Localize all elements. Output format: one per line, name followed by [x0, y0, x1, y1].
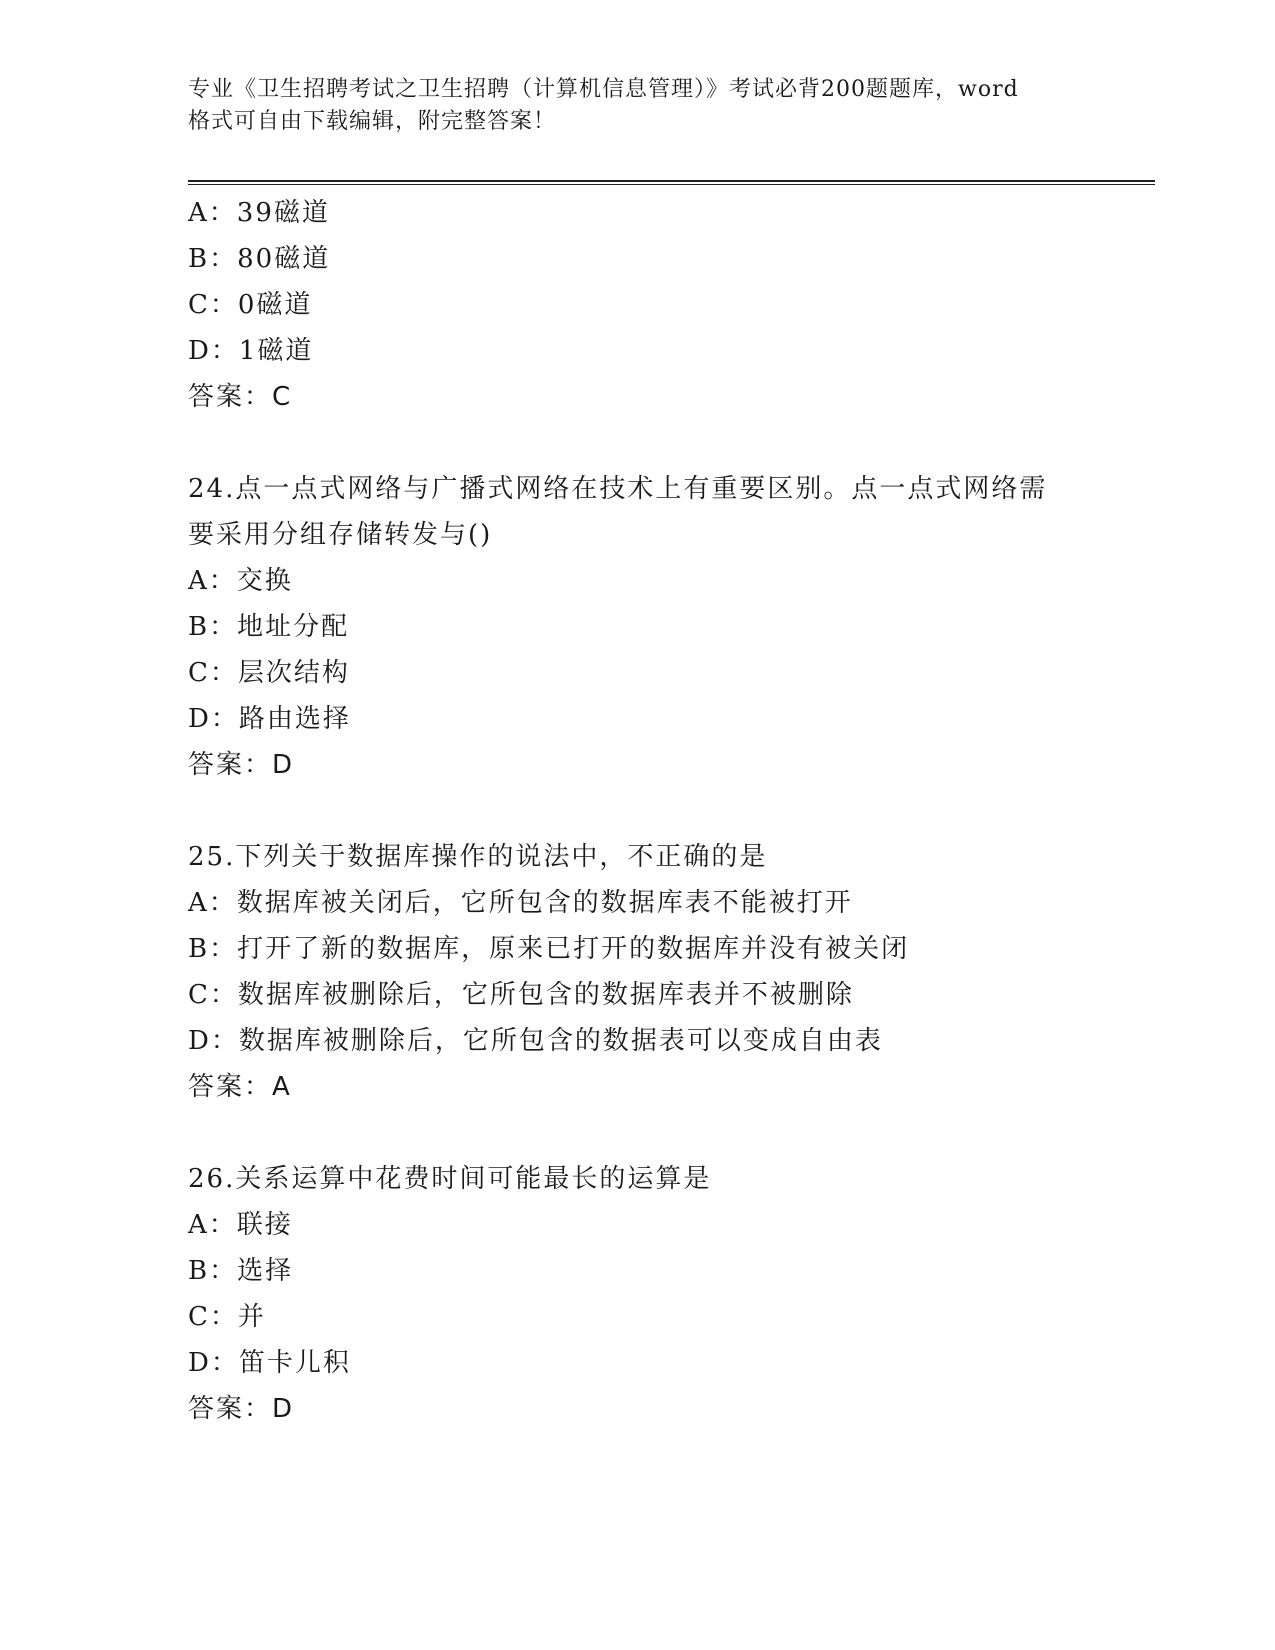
- option-c: C：0磁道: [188, 290, 313, 320]
- question-stem-line: 24.点一点式网络与广播式网络在技术上有重要区别。点一点式网络需: [188, 474, 1048, 504]
- question-24: [188, 466, 1148, 788]
- answer-line: 答案：A: [188, 1072, 292, 1102]
- spacer: [188, 788, 1148, 834]
- option-b: B：打开了新的数据库，原来已打开的数据库并没有被关闭: [188, 934, 910, 964]
- option-d: D：数据库被删除后，它所包含的数据表可以变成自由表: [188, 1026, 883, 1056]
- question-stem-line: 要采用分组存储转发与(): [188, 520, 493, 550]
- question-26: [188, 1156, 1148, 1432]
- option-a: A：39磁道: [188, 198, 330, 228]
- answer-line: 答案：D: [188, 1394, 295, 1424]
- option-a: A：联接: [188, 1210, 293, 1240]
- option-c: C：层次结构: [188, 658, 350, 688]
- header-divider-thick: [188, 180, 1155, 182]
- header-divider-thin: [188, 184, 1155, 185]
- document-header: [188, 74, 1088, 138]
- answer-line: 答案：D: [188, 750, 295, 780]
- header-line-1: 专业《卫生招聘考试之卫生招聘（计算机信息管理）》考试必背200题题库，word: [188, 77, 1019, 102]
- option-d: D：1磁道: [188, 336, 314, 366]
- option-a: A：数据库被关闭后，它所包含的数据库表不能被打开: [188, 888, 853, 918]
- option-c: C：并: [188, 1302, 266, 1332]
- option-c: C：数据库被删除后，它所包含的数据库表并不被删除: [188, 980, 854, 1010]
- question-continued: [188, 190, 1148, 420]
- question-stem-line: 25.下列关于数据库操作的说法中，不正确的是: [188, 842, 768, 872]
- spacer: [188, 420, 1148, 466]
- answer-line: 答案：C: [188, 382, 293, 412]
- question-25: [188, 834, 1148, 1110]
- question-stem-line: 26.关系运算中花费时间可能最长的运算是: [188, 1164, 712, 1194]
- option-b: B：80磁道: [188, 244, 331, 274]
- question-list: [188, 190, 1148, 1432]
- option-b: B：选择: [188, 1256, 294, 1286]
- option-b: B：地址分配: [188, 612, 350, 642]
- option-d: D：笛卡儿积: [188, 1348, 351, 1378]
- spacer: [188, 1110, 1148, 1156]
- header-line-2: 格式可自由下载编辑，附完整答案！: [188, 109, 557, 134]
- option-a: A：交换: [188, 566, 293, 596]
- option-d: D：路由选择: [188, 704, 351, 734]
